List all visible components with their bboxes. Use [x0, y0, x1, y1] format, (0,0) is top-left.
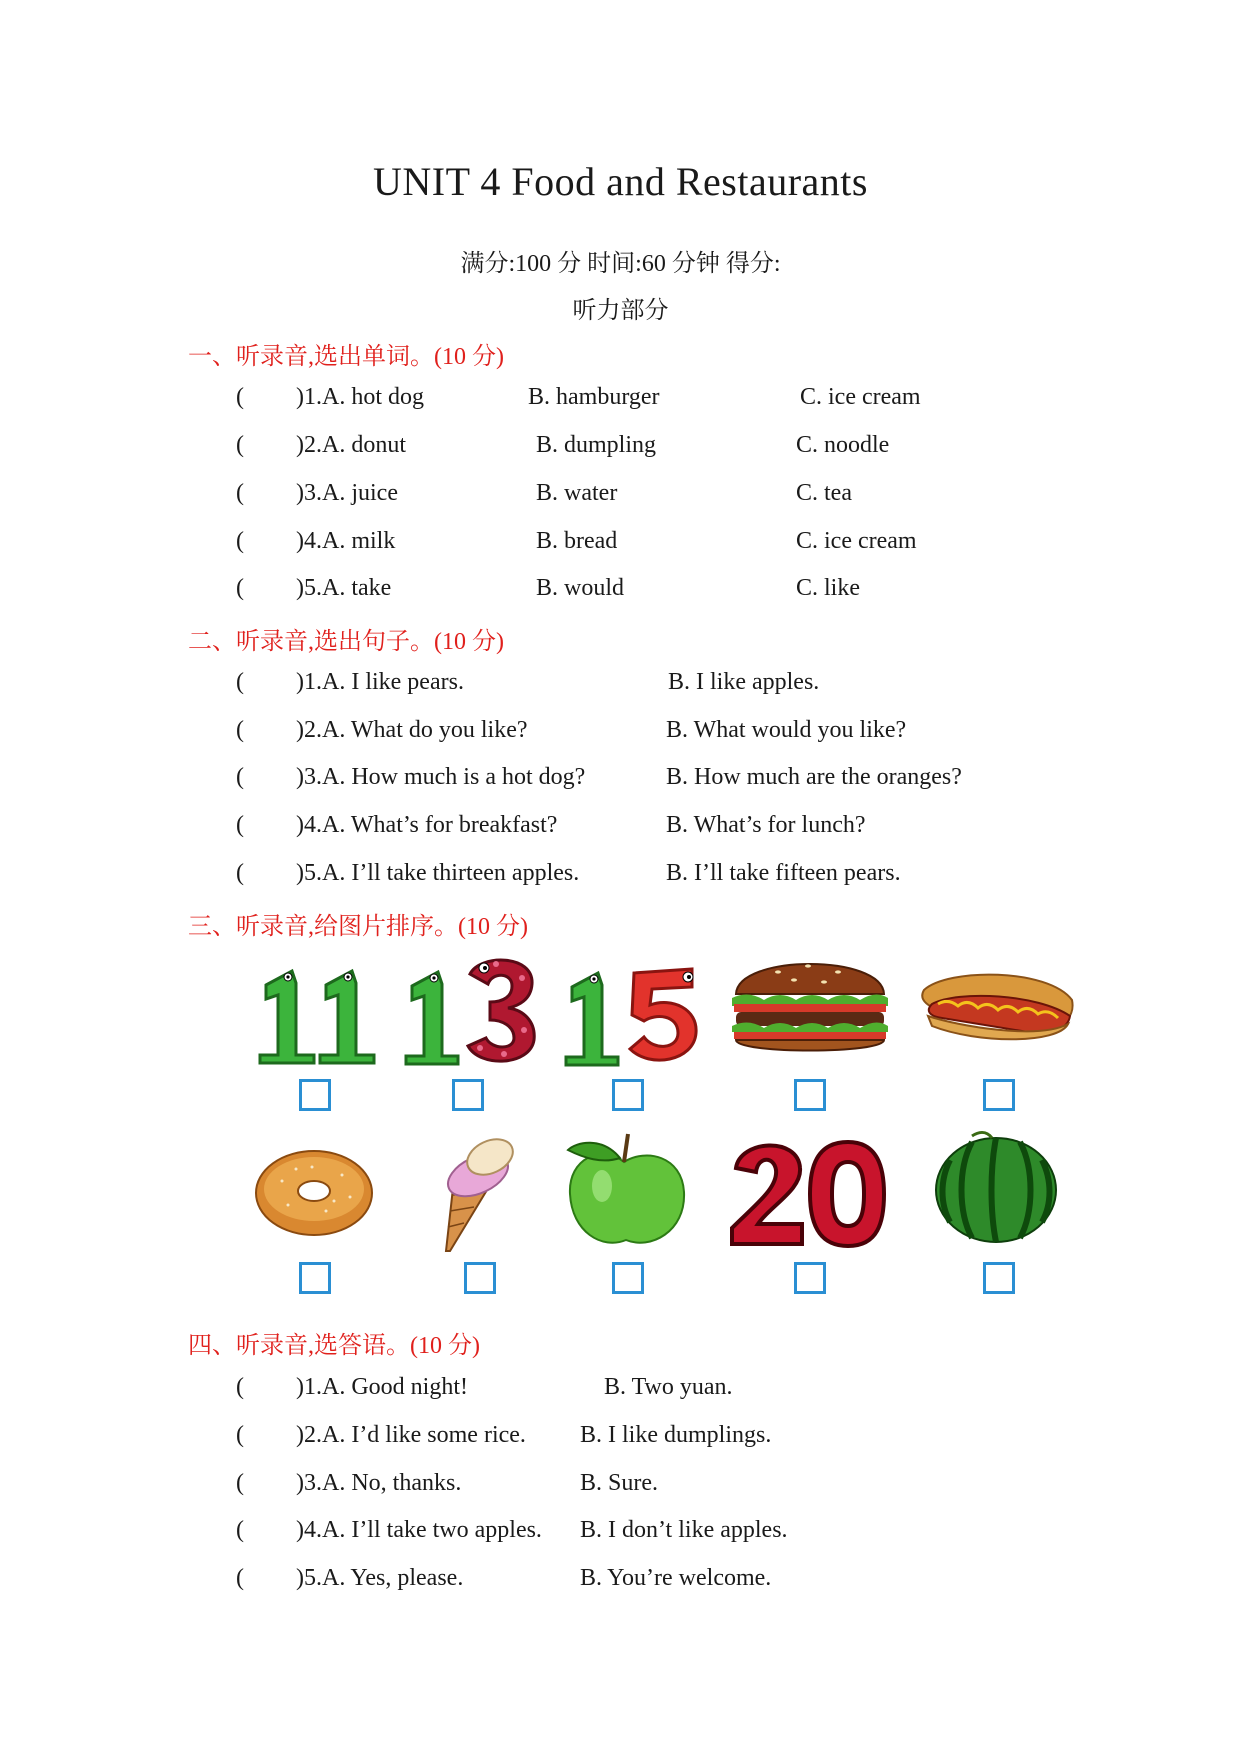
option-c: C. ice cream	[796, 528, 917, 554]
s1-question-5	[0, 575, 1241, 615]
answer-blank[interactable]: (	[236, 812, 244, 838]
option-a: )1.A. hot dog	[296, 384, 424, 410]
option-b: B. I like apples.	[668, 669, 820, 695]
answer-blank[interactable]: (	[236, 1374, 244, 1400]
hamburger-icon	[728, 950, 892, 1060]
s4-question-4	[0, 1517, 1241, 1557]
option-a: )2.A. What do you like?	[296, 717, 528, 743]
hot-dog-icon	[918, 960, 1078, 1050]
number-label: 15	[632, 1025, 633, 1026]
option-a: )4.A. What’s for breakfast?	[296, 812, 558, 838]
answer-blank[interactable]: (	[236, 1517, 244, 1543]
option-a: )3.A. juice	[296, 480, 398, 506]
s2-question-3	[0, 764, 1241, 804]
order-box-ice-cream[interactable]	[464, 1262, 496, 1294]
option-a: )2.A. I’d like some rice.	[296, 1422, 526, 1448]
order-box-20[interactable]	[794, 1262, 826, 1294]
answer-blank[interactable]: (	[236, 1470, 244, 1496]
donut-icon	[252, 1145, 376, 1241]
answer-blank[interactable]: (	[236, 480, 244, 506]
watermelon-icon	[932, 1128, 1060, 1244]
option-b: B. hamburger	[528, 384, 660, 410]
score-time-info: 满分:100 分 时间:60 分钟 得分:	[460, 251, 781, 277]
ice-cream-icon	[434, 1135, 524, 1253]
s2-question-5	[0, 860, 1241, 900]
number-label: 20	[806, 1198, 807, 1199]
number-label: 11	[317, 1027, 319, 1028]
s2-question-4	[0, 812, 1241, 852]
answer-blank[interactable]: (	[236, 764, 244, 790]
option-b: B. Two yuan.	[604, 1374, 733, 1400]
option-c: C. ice cream	[800, 384, 921, 410]
s1-question-3	[0, 480, 1241, 520]
order-box-apple[interactable]	[612, 1262, 644, 1294]
option-a: )3.A. How much is a hot dog?	[296, 764, 586, 790]
s2-question-1	[0, 669, 1241, 709]
s1-question-2	[0, 432, 1241, 472]
option-a: )1.A. Good night!	[296, 1374, 468, 1400]
s4-question-1	[0, 1374, 1241, 1414]
order-box-15[interactable]	[612, 1079, 644, 1111]
answer-blank[interactable]: (	[236, 575, 244, 601]
option-b: B. dumpling	[536, 432, 657, 458]
answer-blank[interactable]: (	[236, 717, 244, 743]
number-label: 13	[470, 1020, 471, 1021]
option-a: )5.A. I’ll take thirteen apples.	[296, 860, 580, 886]
option-b: B. I like dumplings.	[580, 1422, 772, 1448]
option-c: C. like	[796, 575, 860, 601]
order-box-11[interactable]	[299, 1079, 331, 1111]
s1-question-4	[0, 528, 1241, 568]
s4-question-3	[0, 1470, 1241, 1510]
option-c: C. tea	[796, 480, 852, 506]
s1-question-1	[0, 384, 1241, 424]
number-20-icon	[726, 1138, 890, 1250]
answer-blank[interactable]: (	[236, 1422, 244, 1448]
s4-question-5	[0, 1565, 1241, 1605]
section-1-title: 一、听录音,选出单词。(10 分)	[188, 344, 504, 370]
option-b: B. bread	[536, 528, 618, 554]
answer-blank[interactable]: (	[236, 528, 244, 554]
s2-question-2	[0, 717, 1241, 757]
option-b: B. I don’t like apples.	[580, 1517, 788, 1543]
option-a: )5.A. take	[296, 575, 392, 601]
option-b: B. I’ll take fifteen pears.	[666, 860, 901, 886]
option-a: )4.A. milk	[296, 528, 396, 554]
option-a: )1.A. I like pears.	[296, 669, 464, 695]
order-box-donut[interactable]	[299, 1262, 331, 1294]
number-13-snake-icon	[400, 950, 540, 1066]
option-b: B. water	[536, 480, 618, 506]
answer-blank[interactable]: (	[236, 432, 244, 458]
answer-blank[interactable]: (	[236, 669, 244, 695]
number-11-snake-icon	[252, 955, 382, 1065]
order-box-13[interactable]	[452, 1079, 484, 1111]
number-15-snake-icon	[560, 955, 704, 1067]
option-a: )5.A. Yes, please.	[296, 1565, 464, 1591]
section-2-title: 二、听录音,选出句子。(10 分)	[188, 629, 504, 655]
apple-icon	[562, 1128, 692, 1252]
section-4-title: 四、听录音,选答语。(10 分)	[188, 1333, 480, 1359]
answer-blank[interactable]: (	[236, 860, 244, 886]
order-box-watermelon[interactable]	[983, 1262, 1015, 1294]
option-a: )2.A. donut	[296, 432, 406, 458]
option-b: B. What’s for lunch?	[666, 812, 866, 838]
option-b: B. would	[536, 575, 625, 601]
order-box-hamburger[interactable]	[794, 1079, 826, 1111]
option-b: B. You’re welcome.	[580, 1565, 772, 1591]
order-box-hot-dog[interactable]	[983, 1079, 1015, 1111]
answer-blank[interactable]: (	[236, 1565, 244, 1591]
option-a: )4.A. I’ll take two apples.	[296, 1517, 542, 1543]
option-b: B. Sure.	[580, 1470, 658, 1496]
section-3-title: 三、听录音,给图片排序。(10 分)	[188, 914, 528, 940]
option-a: )3.A. No, thanks.	[296, 1470, 462, 1496]
option-c: C. noodle	[796, 432, 890, 458]
option-b: B. What would you like?	[666, 717, 907, 743]
option-b: B. How much are the oranges?	[666, 764, 962, 790]
answer-blank[interactable]: (	[236, 384, 244, 410]
page-title: UNIT 4 Food and Restaurants	[373, 159, 868, 204]
s4-question-2	[0, 1422, 1241, 1462]
listening-part-heading: 听力部分	[572, 298, 669, 324]
